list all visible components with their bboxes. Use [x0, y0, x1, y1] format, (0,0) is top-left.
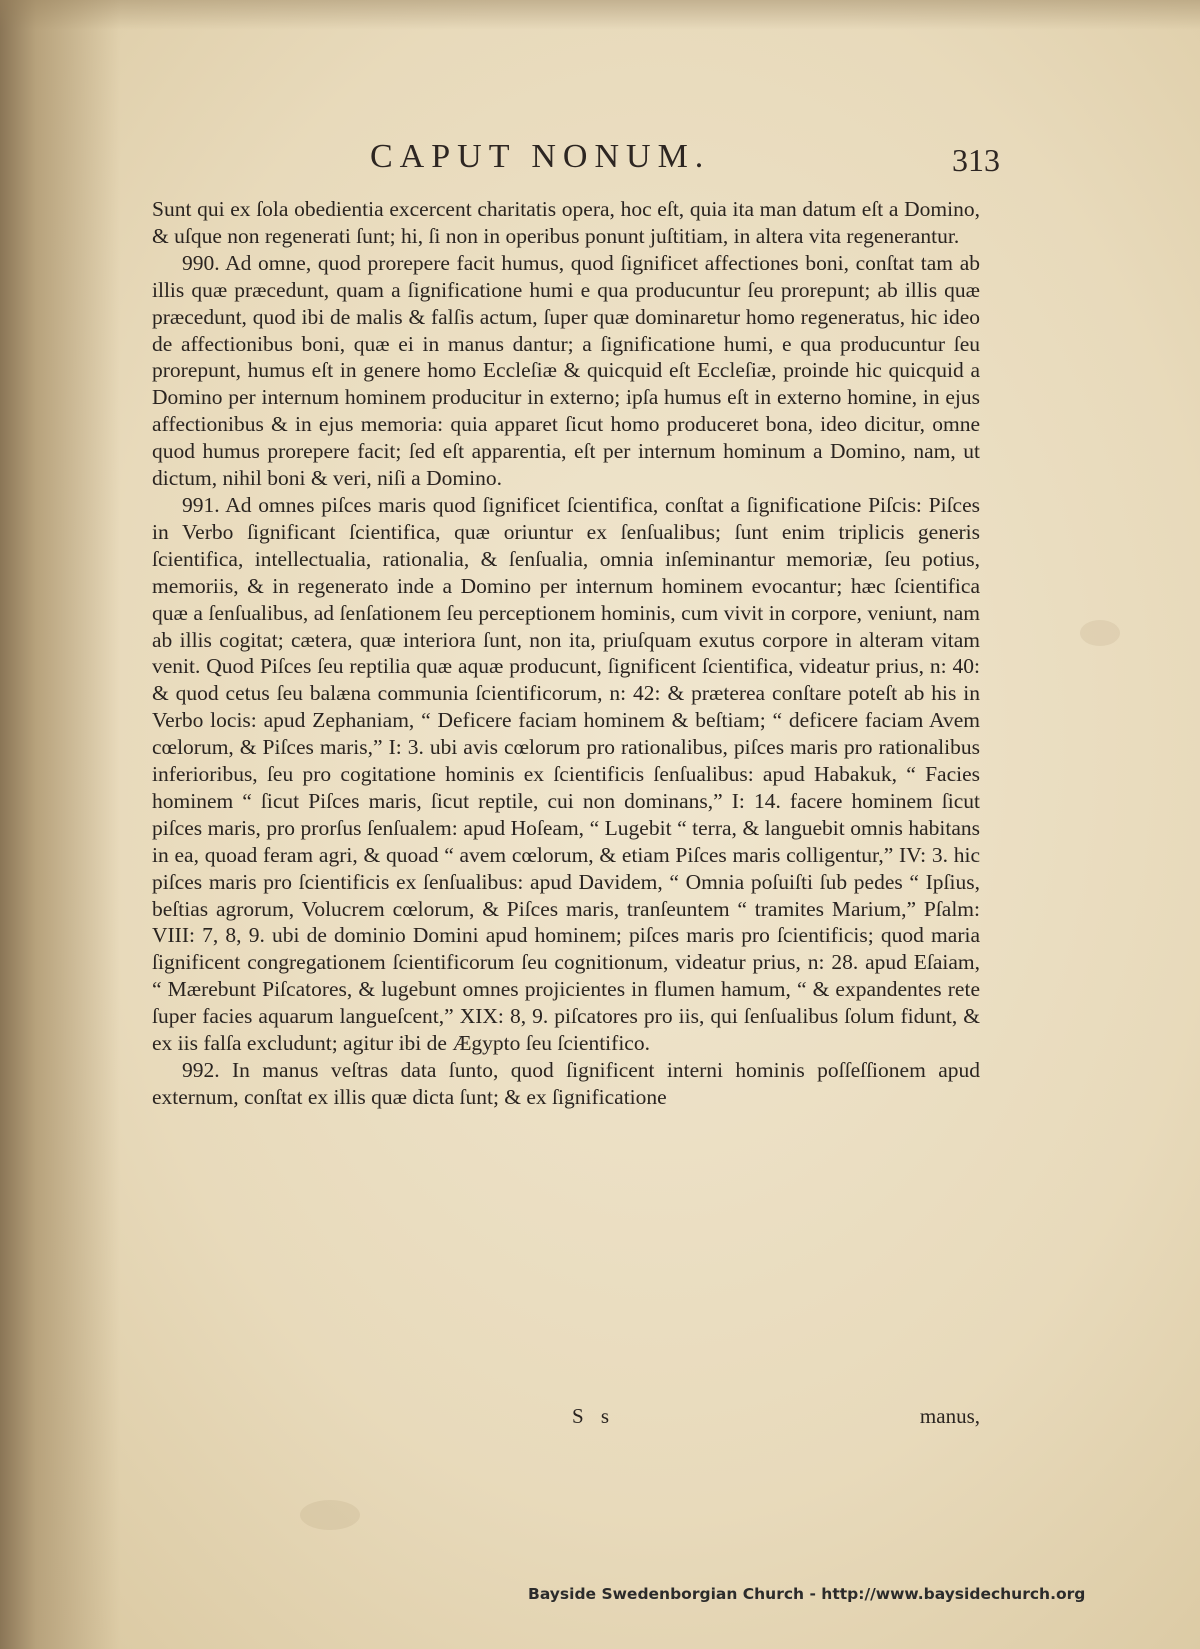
paper-stain [300, 1500, 360, 1530]
page-header [150, 138, 1000, 188]
paper-stain [1080, 620, 1120, 646]
page-top-edge [0, 0, 1200, 30]
paragraph-991: 991. Ad omnes piſces maris quod ſignificet ſcientifica, conſtat a ſignificatione Piſcis: Piſces in Verbo ſignificant ſcientifica, quæ oriuntur ex ſenſualibus; ſunt enim triplicis generis ſcientifica, intellectualia, rationalia, & ſenſualia, omnia inſeminantur memoriæ, ſeu potius, memoriis, & in regenerato inde a Domino per internum hominem evocantur; hæc ſcientifica quæ a ſenſualibus, ad ſenſationem ſeu perceptionem hominis, cum vivit in corpore, veniunt, nam ab illis cogitat; cætera, quæ interiora ſunt, non ita, priuſquam exutus corpore in alteram vitam venit. Quod Piſces ſeu reptilia quæ aquæ producunt, ſignificent ſcientifica, videatur prius, n: 40: & quod cetus ſeu balæna communia ſcientificorum, n: 42: & præterea conſtare poteſt ab his in Verbo locis: apud Zephaniam, “ Deficere faciam hominem & beſtiam; “ deficere faciam Avem cœlorum, & Piſces maris,” I: 3. ubi avis cœlorum pro rationalibus, piſces maris pro rationalibus inferioribus, ſeu pro cogitatione hominis ex ſcientificis ſenſualibus: apud Habakuk, “ Facies hominem “ ſicut Piſces maris, ſicut reptile, cui non dominans,” I: 14. facere hominem ſicut piſces maris, pro prorſus ſenſualem: apud Hoſeam, “ Lugebit “ terra, & languebit omnis habitans in ea, quoad feram agri, & quoad “ avem cœlorum, & etiam Piſces maris colligentur,” IV: 3. hic piſces maris pro ſcientificis ex ſenſualibus: apud Davidem, “ Omnia poſuiſti ſub pedes “ Ipſius, beſtias agrorum, Volucrem cœlorum, & Piſces maris, tranſeuntem “ tramites Marium,” Pſalm: VIII: 7, 8, 9. ubi de dominio Domini apud hominem; piſces maris pro ſcientificis; quod maria ſignificent congregationem ſcientificorum ſeu cognitionum, videatur prius, n: 28. apud Eſaiam, “ Mærebunt Piſcatores, & lugebunt omnes projicientes in flumen hamum, “ & expandentes rete ſuper facies aquarum langueſcent,” XIX: 8, 9. piſcatores pro iis, qui ſenſualibus ſolum fidunt, & ex iis falſa excludunt; agitur ibi de Ægypto ſeu ſcientifico. [152, 492, 980, 1056]
main-text [152, 196, 980, 1111]
footer-credit: Bayside Swedenborgian Church - http://www.baysidechurch.org [528, 1585, 1086, 1603]
paragraph-990: 990. Ad omne, quod prorepere facit humus, quod ſignificet affectiones boni, conſtat tam ab illis quæ præcedunt, quam a ſignificatione humi e qua producuntur ſeu prorepunt; ab illis quæ præcedunt, quod ibi de malis & falſis actum, ſuper quæ dominaretur homo regeneratus, hic ideo de affectionibus boni, quæ ei in manus dantur; a ſignificatione humi, e qua producuntur ſeu prorepunt, humus eſt in genere homo Eccleſiæ & quicquid eſt Eccleſiæ, proinde hic quicquid a Domino per internum hominem producitur in externo; ipſa humus eſt in externo homine, in ejus affectionibus & in ejus memoria: quia apparet ſicut homo produceret bona, ideo dicitur, omne quod humus prorepere facit; ſed eſt apparentia, eſt per internum hominum a Domino, nam, ut dictum, nihil boni & veri, niſi a Domino. [152, 250, 980, 491]
spine-shadow [0, 0, 120, 1649]
catchword: manus, [919, 1404, 980, 1428]
running-head: CAPUT NONUM. [370, 138, 711, 175]
signature-mark: S s [572, 1404, 616, 1428]
paragraph-continuation: Sunt qui ex ſola obedientia excercent charitatis opera, hoc eſt, quia ita man datum eſt a Domino, & uſque non regenerati ſunt; hi, ſi non in operibus ponunt juſtitiam, in altera vita regenerantur. [152, 197, 980, 248]
paragraph-992: 992. In manus veſtras data ſunto, quod ſignificent interni hominis poſſeſſionem apud externum, conſtat ex illis quæ dicta ſunt; & ex ſignificatione [152, 1058, 980, 1109]
page-number: 313 [952, 142, 1000, 178]
page-foot-line [152, 1404, 980, 1432]
